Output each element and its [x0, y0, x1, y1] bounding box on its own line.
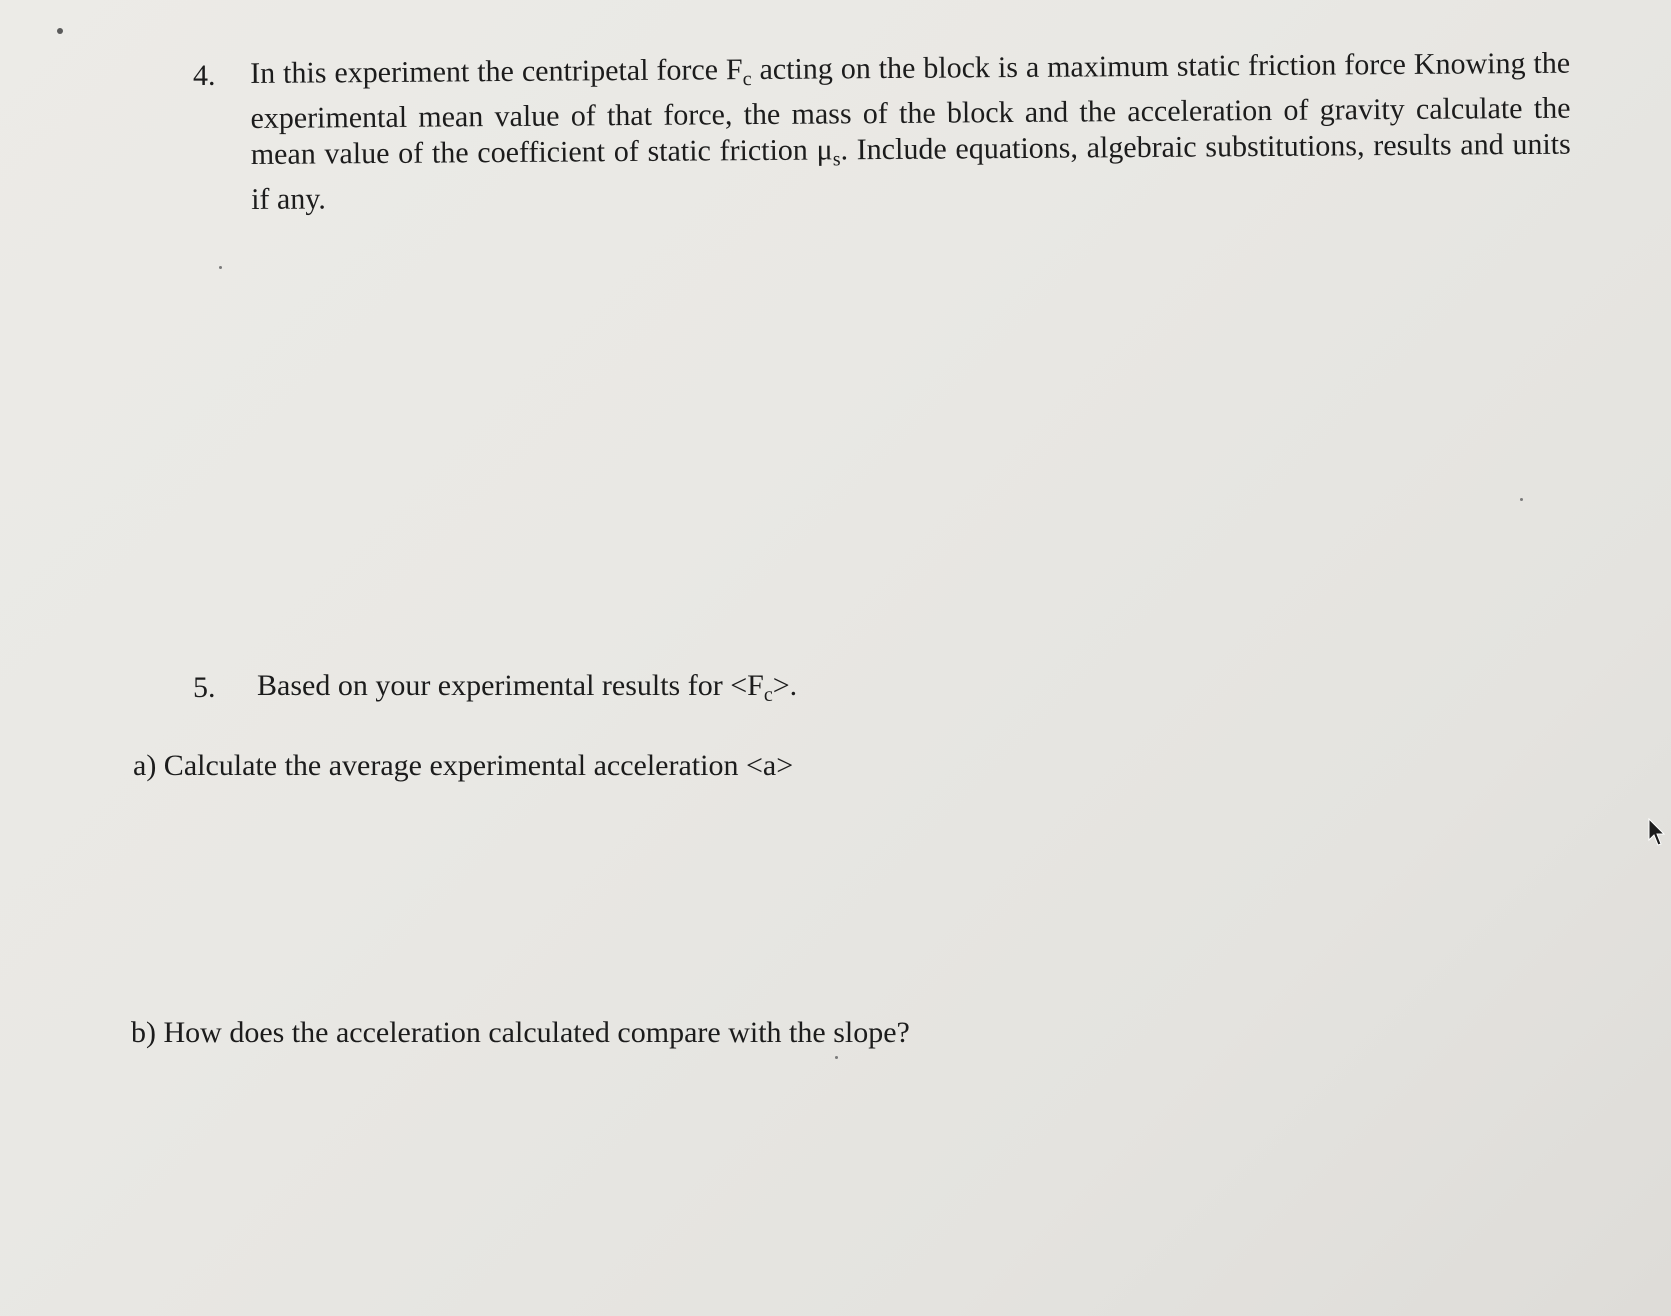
question-5-text: Based on your experimental results for $<F_c>$.: [257, 669, 798, 706]
question-5b-text: b) How does the acceleration calculated compare with the slope?: [131, 1016, 910, 1049]
bullet-dot: [57, 28, 63, 34]
paper-speck: [219, 266, 222, 269]
question-4-number: 4.: [193, 59, 216, 92]
question-5a-text: a) Calculate the average experimental acceleration <a>: [133, 749, 794, 782]
paper-speck: [1520, 498, 1523, 501]
question-5-number: 5.: [193, 671, 216, 704]
question-4-text: In this experiment the centripetal force $F_c$ acting on the block is a maximum static friction force Knowing the experimental mean value of that force, the mass of the block and the acceleration of gravity calculate the mean value of the coefficient of static friction $\mu_s$. Include equations, algebraic substitutions, results and units if any.: [250, 46, 1571, 216]
mouse-cursor-icon: [1648, 818, 1666, 848]
paper-speck: [835, 1056, 838, 1059]
